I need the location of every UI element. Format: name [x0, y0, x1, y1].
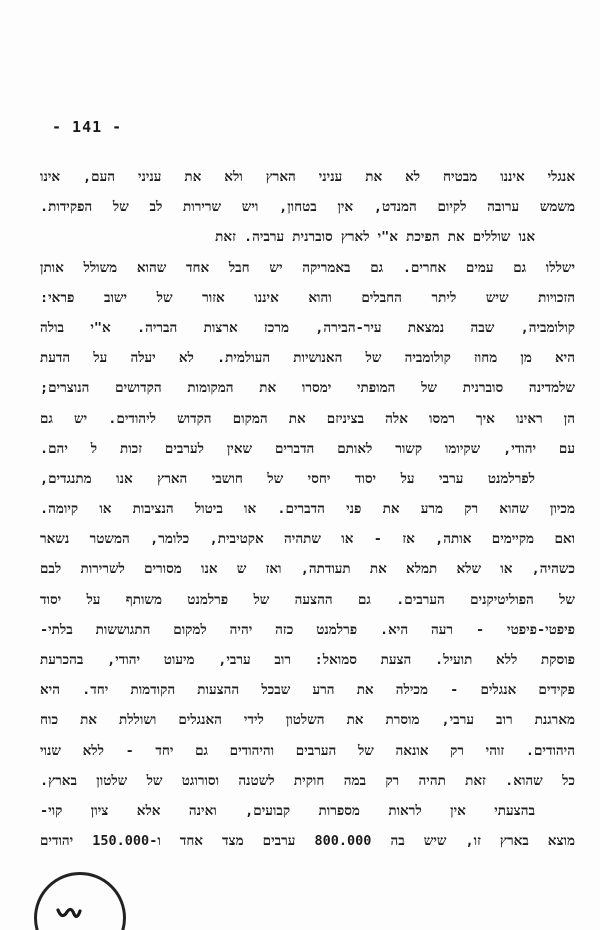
text-line: היהודים. זוהי רק אונאה של הערבים והיהודים גם יחד - ללא שנוי: [40, 742, 575, 759]
text-line: הזכויות שיש ליתר החבלים והוא איננו אזור של ישוב פראי:: [40, 289, 575, 306]
body-text: [40, 162, 575, 856]
text-line: בהצעתי אין לראות מספרות קבועים, ואינה אלא ציון קוי-: [40, 802, 535, 819]
text-line: היא מן מחוז קולומביה של האנושיות העולמית. לא יעלה על הדעת: [40, 350, 575, 367]
text-line: מארגנת רוב ערבי, מוסרת את השלטון לידי האנגלים ושוללת את כוח: [40, 712, 575, 729]
text-line: פקידים אנגלים - מכילה את הרע שבכל ההצעות הקודמות יחד. היא: [40, 682, 575, 699]
text-line: מוצא בארץ זו, שיש בה 800.000 ערבים מצד אחד ו-150.000 יהודים: [40, 833, 576, 850]
text-line: קולומביה, שבה נמצאת עיר-הבירה, מרכז ארצות הבריה. א"י בולה: [40, 319, 575, 336]
page-number: - 141 -: [52, 118, 123, 136]
text-line: משמש ערובה לקיום המנדט, אין בטחון, ויש שרירות לב של הפקידות.: [40, 199, 575, 216]
text-line: מכיון שהוא רק מרע את פני הדברים. או ביטול הנציבות או קיומה.: [40, 501, 575, 518]
text-line: שלמדינה סוברנית של המופתי ימסרו את המקומות הקדושים הנוצרים;: [40, 380, 575, 397]
text-line: ישללו גם עמים אחרים. גם באמריקה יש חבל אחד שהוא משולל אותן: [40, 259, 575, 276]
text-line: אנו שוללים את הפיכת א"י לארץ סוברנית ערביה. זאת: [215, 229, 535, 246]
text-line: של הפוליטיקנים הערבים. גם ההצעה של פרלמנט משותף על יסוד: [40, 591, 575, 608]
text-line: כל שהוא. זאת תהיה רק במה חוקית לשטנה וסורוגט של שלטון בארץ.: [40, 772, 575, 789]
text-line: אנגלי איננו מבטיח לא את עניני הארץ ולא את עניני העם, אינו: [40, 169, 575, 185]
text-line: ואם מקיימים אותה, אז - או שתהיה אקטיבית, כלומר, המשטר נשאר: [40, 531, 575, 548]
text-line: כשהיה, או שלא תמלא את תעודתה, ואז ש אנו מסורים לשרירות לבם: [40, 561, 575, 578]
text-line: פיפטי-פיפטי - רעה היא. פרלמנט כזה יהיה למקום התגוששות בלתי-: [40, 621, 575, 638]
stamp-mark-icon: [56, 906, 82, 922]
text-line: פוסקת ללא תועיל. הצעת סמואל: רוב ערבי, מיעוט יהודי, בהכרעת: [40, 652, 575, 668]
text-line: הן ראינו איך רמסו אלה בציניזם את המקום הקדוש ליהודים. יש גם: [40, 410, 575, 427]
text-line: לפרלמנט ערבי על יסוד יחסי של חושבי הארץ אנו מתנגדים,: [40, 470, 535, 487]
text-line: עם יהודי, שקיומו קשור לאותם הדברים שאין לערבים זכות ל יהם.: [40, 440, 575, 457]
